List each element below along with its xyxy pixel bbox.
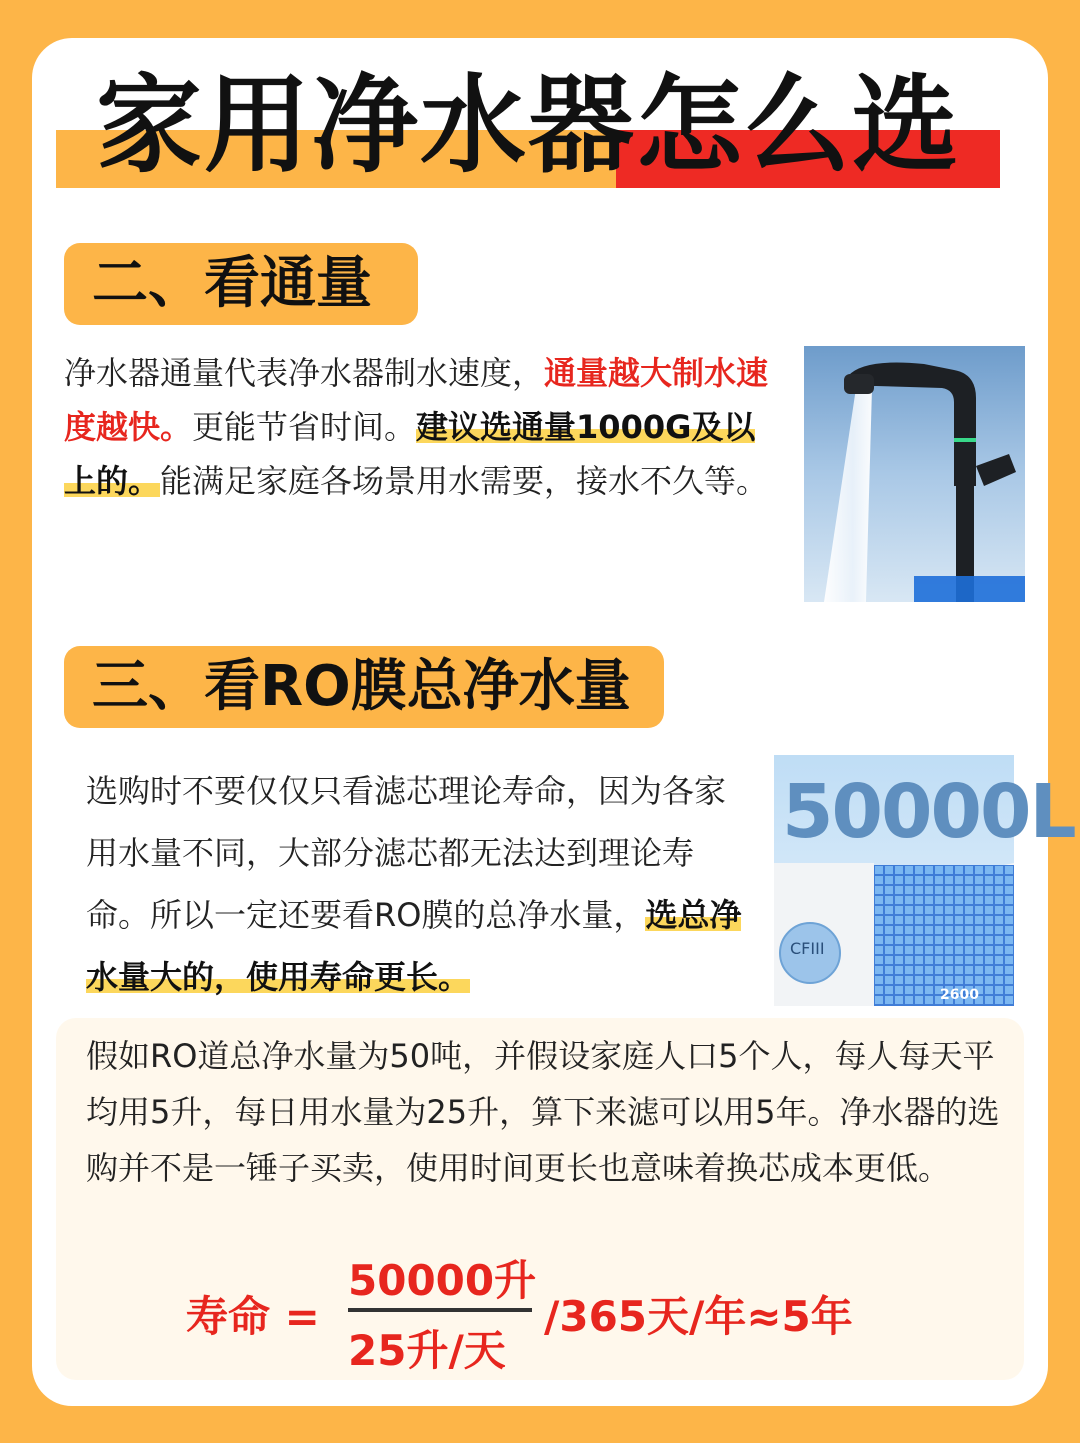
faucet-photo [804,346,1025,602]
section-3-paragraph [86,760,746,1008]
formula-denominator: 25升/天 [348,1326,506,1375]
section-2-text-red: 通量越大制水速度越快。 [64,354,769,446]
section-2-heading: 二、看通量 [64,243,418,325]
page-title: 家用净水器怎么选 [96,64,960,187]
ro-membrane-photo [774,755,1075,1006]
calculation-note-box [56,1018,1024,1380]
section-3-text-a: 选购时不要仅仅只看滤芯理论寿命，因为各家用水量不同，大部分滤芯都无法达到理论寿命。所以一定还要看RO膜的总净水量， [86,772,727,934]
note-text: 假如RO道总净水量为50吨，并假设家庭人口5个人，每人每天平均用5升，每日用水量为25升，算下来滤可以用5年。净水器的选购并不是一锤子买卖，使用时间更长也意味着换芯成本更低。 [86,1037,1000,1187]
section-2-text-c: 能满足家庭各场景用水需要，接水不久等。 [160,462,769,500]
cf-badge: CFIII [790,939,825,958]
fraction-bar [348,1308,532,1312]
formula-left: 寿命 = [186,1292,320,1341]
formula-right: /365天/年≈5年 [544,1292,853,1341]
formula-numerator: 50000升 [348,1256,537,1305]
section-2-text-b: 更能节省时间。 [192,408,417,446]
page-title-block [56,58,1000,194]
section-2-highlight: 建议选通量1000G及以上的。 [64,408,756,500]
faucet-illustration [804,346,1025,602]
ro-volume-label: 50000L [782,769,1075,855]
section-2-paragraph [64,346,774,508]
section-3-highlight: 选总净水量大的，使用寿命更长。 [86,896,742,996]
section-3-heading: 三、看RO膜总净水量 [64,646,664,728]
capacity-corner-label: 2600 [940,987,979,1003]
section-2-text-a: 净水器通量代表净水器制水速度， [64,354,545,392]
